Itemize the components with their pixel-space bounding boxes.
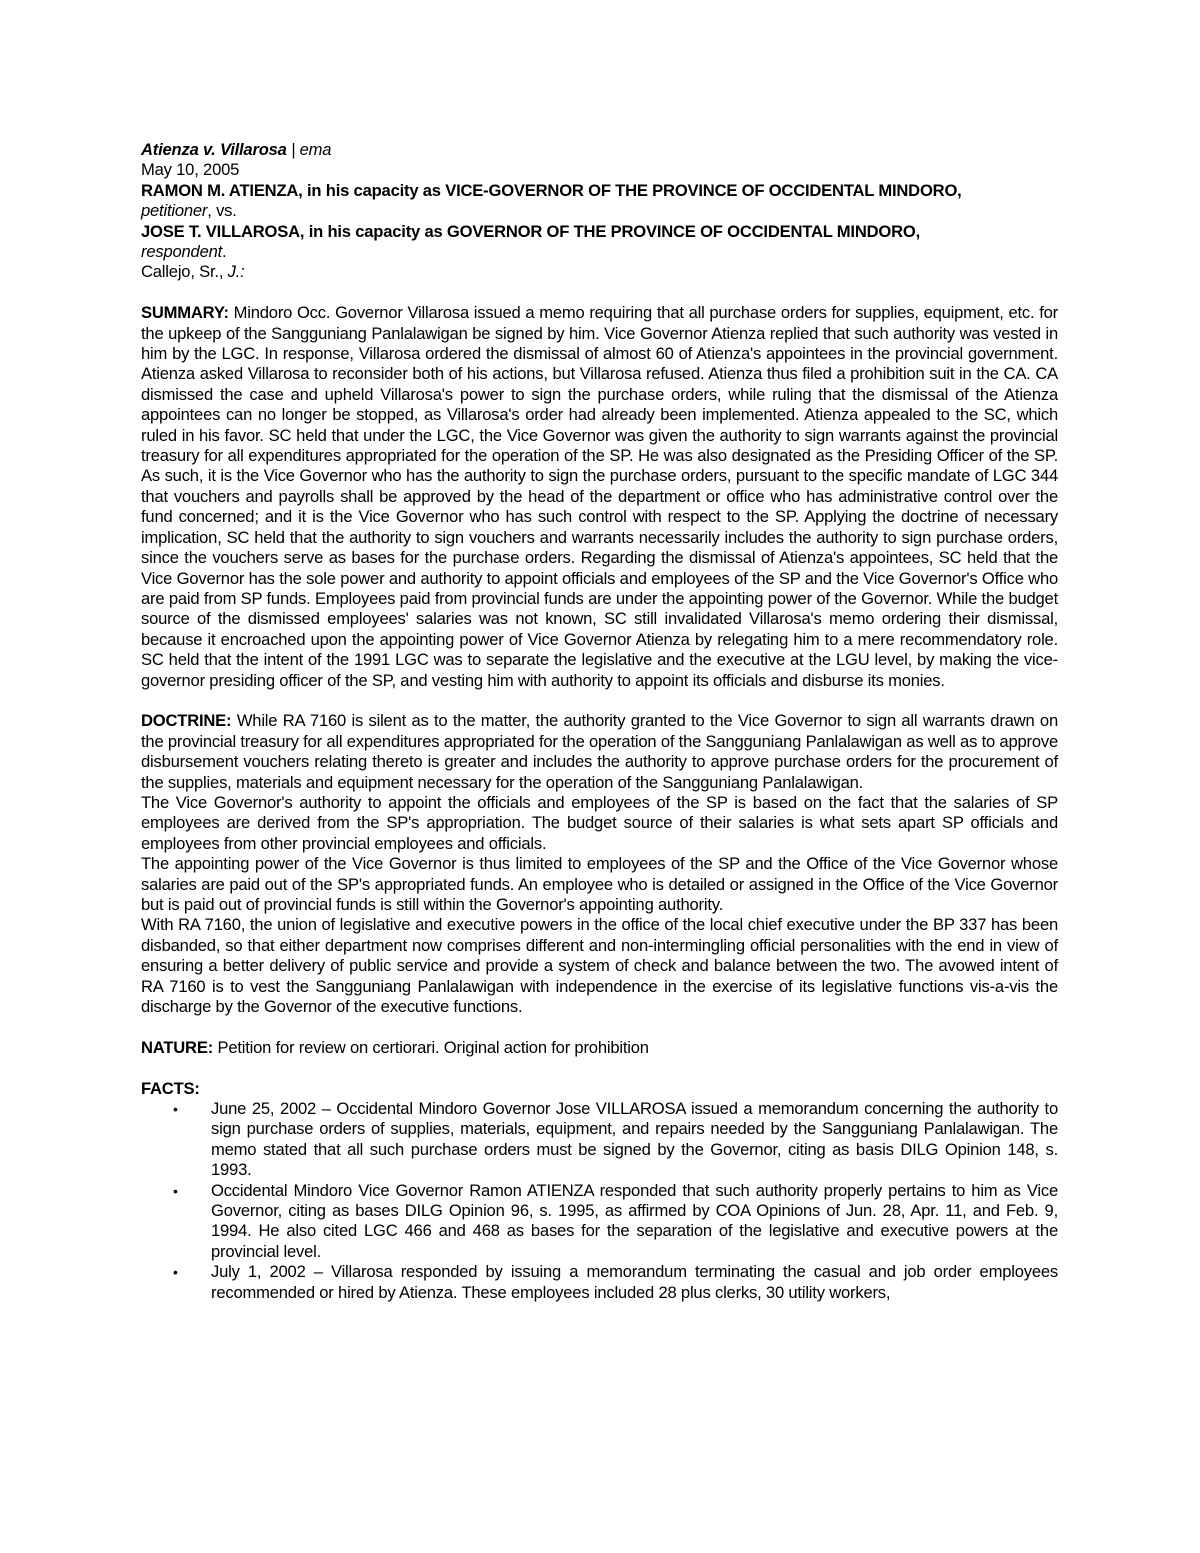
bullet-icon: • (173, 1264, 178, 1281)
doctrine-paragraph: The appointing power of the Vice Governor is thus limited to employees of the SP and the Office of the Vice Governor whose salaries are paid out of the SP's appropriated funds. An employee who is detailed or assigned in the Office of the Vice Governor but is paid out of provincial funds is still within the Governor's appointing authority. (141, 854, 1058, 914)
respondent-line (141, 242, 1058, 262)
doctrine-paragraph (141, 711, 1058, 793)
facts-list (141, 1099, 1058, 1303)
petitioner-role: petitioner (141, 201, 208, 221)
ponente-name: Callejo, Sr., (141, 262, 228, 282)
nature-text: Petition for review on certiorari. Original action for prohibition (213, 1037, 649, 1057)
petitioner-vs: , vs. (207, 201, 237, 221)
bullet-icon: • (173, 1182, 178, 1199)
summary-section (141, 303, 1058, 691)
summary-label: SUMMARY: (141, 303, 229, 323)
nature-label: NATURE: (141, 1037, 214, 1057)
respondent-role: respondent (141, 242, 223, 262)
list-item (141, 1181, 1058, 1263)
case-title-suffix: | ema (286, 140, 332, 159)
list-item (141, 1262, 1058, 1303)
bullet-icon: • (173, 1101, 178, 1118)
petitioner-name: RAMON M. ATIENZA, in his capacity as VICE-GOVERNOR OF THE PROVINCE OF OCCIDENTAL MINDORO, (141, 180, 962, 200)
decision-date: May 10, 2005 (141, 160, 240, 180)
case-title: Atienza v. Villarosa (141, 140, 287, 159)
document-page (141, 140, 1058, 1303)
ponente-line (141, 262, 1058, 282)
doctrine-label: DOCTRINE: (141, 711, 232, 731)
nature-section (141, 1038, 1058, 1058)
respondent-period: . (222, 242, 227, 262)
facts-label: FACTS: (141, 1078, 200, 1098)
fact-text: July 1, 2002 – Villarosa responded by issuing a memorandum terminating the casual and job order employees recommended or hired by Atienza. These employees included 28 plus clerks, 30 utility workers, (211, 1262, 1058, 1302)
doctrine-paragraph-text: While RA 7160 is silent as to the matter, the authority granted to the Vice Governor to sign all warrants drawn on the provincial treasury for all expenditures appropriated for the operation of the Sangguniang Panlalawigan as well as to approve disbursement vouchers relating thereto is greater and includes the authority to approve purchase orders for the procurement of the supplies, materials and equipment necessary for the operation of the Sangguniang Panlalawigan. (141, 711, 1058, 792)
respondent-name: JOSE T. VILLAROSA, in his capacity as GOVERNOR OF THE PROVINCE OF OCCIDENTAL MINDORO, (141, 221, 920, 241)
spacer (141, 283, 1058, 303)
doctrine-section (141, 711, 1058, 1017)
spacer (141, 1017, 1058, 1037)
petitioner-line (141, 201, 1058, 221)
doctrine-paragraph: With RA 7160, the union of legislative and executive powers in the office of the local chief executive under the BP 337 has been disbanded, so that either department now comprises different and non-intermingling official personalities with the end in view of ensuring a better delivery of public service and provide a system of check and balance between the two. The avowed intent of RA 7160 is to vest the Sangguniang Panlalawigan with independence in the exercise of its legislative functions vis-a-vis the discharge by the Governor of the executive functions. (141, 915, 1058, 1017)
summary-text: Mindoro Occ. Governor Villarosa issued a memo requiring that all purchase orders for supplies, equipment, etc. for the upkeep of the Sangguniang Panlalawigan be signed by him. Vice Governor Atienza replied that such authority was vested in him by the LGC. In response, Villarosa ordered the dismissal of almost 60 of Atienza's appointees in the provincial government. Atienza asked Villarosa to reconsider both of his actions, but Villarosa refused. Atienza thus filed a prohibition suit in the CA. CA dismissed the case and upheld Villarosa's power to sign the purchase orders, while ruling that the dismissal of the Atienza appointees can no longer be stopped, as Villarosa's order had already been implemented. Atienza appealed to the SC, which ruled in his favor. SC held that under the LGC, the Vice Governor was given the authority to sign warrants against the provincial treasury for all expenditures appropriated for the operation of the SP. He was also designated as the Presiding Officer of the SP. As such, it is the Vice Governor who has the authority to sign the purchase orders, pursuant to the specific mandate of LGC 344 that vouchers and payrolls shall be approved by the head of the department or office who has administrative control over the fund concerned; and it is the Vice Governor who has such control with respect to the SP. Applying the doctrine of necessary implication, SC held that the authority to sign vouchers and warrants necessarily includes the authority to sign purchase orders, since the vouchers serve as bases for the purchase orders. Regarding the dismissal of Atienza's appointees, SC held that the Vice Governor has the sole power and authority to appoint officials and employees of the SP and the Vice Governor's Office who are paid from SP funds. Employees paid from provincial funds are under the appointing power of the Governor. While the budget source of the dismissed employees' salaries was not known, SC still invalidated Villarosa's memo ordering their dismissal, because it encroached upon the appointing power of Vice Governor Atienza by relegating him to a mere recommendatory role. SC held that the intent of the 1991 LGC was to separate the legislative and the executive at the LGU level, by making the vice-governor presiding officer of the SP, and vesting him with authority to appoint its officials and disburse its monies. (141, 303, 1058, 690)
fact-text: June 25, 2002 – Occidental Mindoro Governor Jose VILLAROSA issued a memorandum concerning the authority to sign purchase orders of supplies, materials, equipment, and repairs needed by the Sangguniang Panlalawigan. The memo stated that all such purchase orders must be signed by the Governor, citing as basis DILG Opinion 148, s. 1993. (211, 1099, 1058, 1180)
spacer (141, 1058, 1058, 1078)
fact-text: Occidental Mindoro Vice Governor Ramon ATIENZA responded that such authority properly pertains to him as Vice Governor, citing as bases DILG Opinion 96, s. 1995, as affirmed by COA Opinions of Jun. 28, Apr. 11, and Feb. 9, 1994. He also cited LGC 466 and 468 as bases for the separation of the legislative and executive powers at the provincial level. (211, 1180, 1058, 1261)
list-item (141, 1099, 1058, 1181)
spacer (141, 691, 1058, 711)
facts-section (141, 1079, 1058, 1303)
case-title-line (141, 140, 1058, 160)
ponente-suffix: J.: (227, 262, 245, 282)
doctrine-paragraph: The Vice Governor's authority to appoint the officials and employees of the SP is based on the fact that the salaries of SP employees are derived from the SP's appropriation. The budget source of their salaries is what sets apart SP officials and employees from other provincial employees and officials. (141, 792, 1058, 853)
